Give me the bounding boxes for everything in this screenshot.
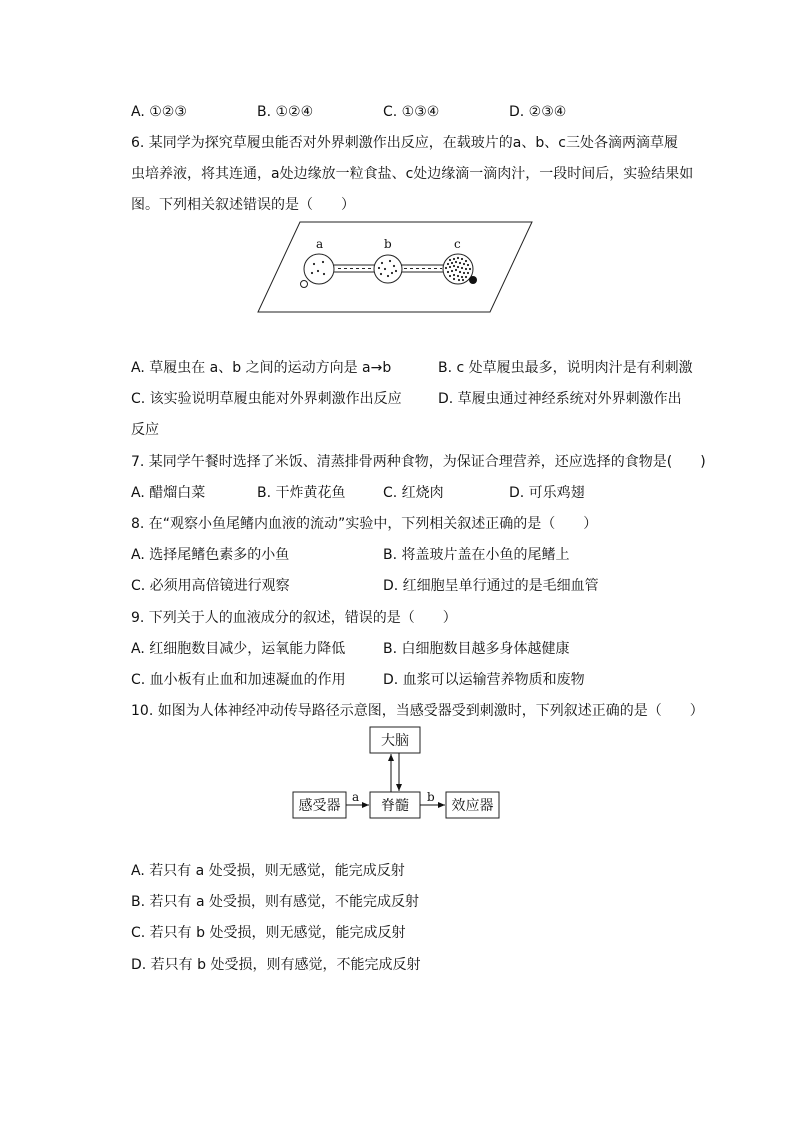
q10-option-d: D. 若只有 b 处受损，则有感觉，不能完成反射 [131,957,421,973]
label-b: b [427,790,435,804]
q8-option-b: B. 将盖玻片盖在小鱼的尾鳍上 [383,547,570,563]
salt-grain [301,281,308,288]
effector-label: 效应器 [451,798,494,814]
q7-option-d: D. 可乐鸡翅 [509,485,585,501]
label-b: b [384,237,392,251]
label-c: c [454,237,461,251]
q7-option-a: A. 醋熘白菜 [131,485,206,501]
q5-option-d: D. ②③④ [509,104,567,120]
q10-stem: 10. 如图为人体神经冲动传导路径示意图，当感受器受到刺激时，下列叙述正确的是（ ） [131,703,704,719]
drop-b [374,255,402,283]
q9-option-a: A. 红细胞数目减少，运氧能力降低 [131,641,346,657]
q9-option-c: C. 血小板有止血和加速凝血的作用 [131,672,346,688]
q8-option-d: D. 红细胞呈单行通过的是毛细血管 [383,578,599,594]
q9-option-b: B. 白细胞数目越多身体越健康 [383,641,570,657]
q5-option-b: B. ①②④ [257,104,314,120]
q8-option-c: C. 必须用高倍镜进行观察 [131,578,290,594]
label-a: a [352,790,360,804]
q6-option-d: D. 草履虫通过神经系统对外界刺激作出 [438,391,682,407]
q6-option-b: B. c 处草履虫最多，说明肉汁是有利刺激 [438,360,693,376]
receptor-label: 感受器 [298,798,341,814]
broth-drop [469,276,477,284]
q8-stem: 8. 在“观察小鱼尾鳍内血液的流动”实验中，下列相关叙述正确的是（ ） [131,516,598,532]
q6-option-c: C. 该实验说明草履虫能对外界刺激作出反应 [131,391,402,407]
q9-stem: 9. 下列关于人的血液成分的叙述，错误的是（ ） [131,610,457,626]
q10-option-a: A. 若只有 a 处受损，则无感觉，能完成反射 [131,863,405,879]
q6-slide-figure [254,218,538,318]
q10-option-b: B. 若只有 a 处受损，则有感觉，不能完成反射 [131,894,419,910]
label-a: a [316,237,324,251]
q7-option-b: B. 干炸黄花鱼 [257,485,346,501]
q7-option-c: C. 红烧肉 [383,485,444,501]
drop-a [304,254,334,284]
q6-option-a: A. 草履虫在 a、b 之间的运动方向是 a→b [131,360,392,376]
q6-stem-line-3: 图。下列相关叙述错误的是（ ） [131,197,355,213]
q10-option-c: C. 若只有 b 处受损，则无感觉，能完成反射 [131,925,406,941]
q6-stem-line-2: 虫培养液，将其连通，a处边缘放一粒食盐、c处边缘滴一滴肉汁，一段时间后，实验结果如 [131,166,694,182]
q6-option-d-continued: 反应 [131,422,159,438]
q9-option-d: D. 血浆可以运输营养物质和废物 [383,672,585,688]
q5-option-a: A. ①②③ [131,104,187,120]
brain-label: 大脑 [381,733,409,749]
q8-option-a: A. 选择尾鳍色素多的小鱼 [131,547,290,563]
q5-option-c: C. ①③④ [383,104,440,120]
spinal-cord-label: 脊髓 [381,798,409,814]
q6-stem-line-1: 6. 某同学为探究草履虫能否对外界刺激作出反应，在载玻片的a、b、c三处各滴两滴草履 [131,135,678,151]
q7-stem: 7. 某同学午餐时选择了米饭、清蒸排骨两种食物，为保证合理营养，还应选择的食物是( ) [131,454,706,470]
q10-nerve-pathway-figure [290,723,502,823]
